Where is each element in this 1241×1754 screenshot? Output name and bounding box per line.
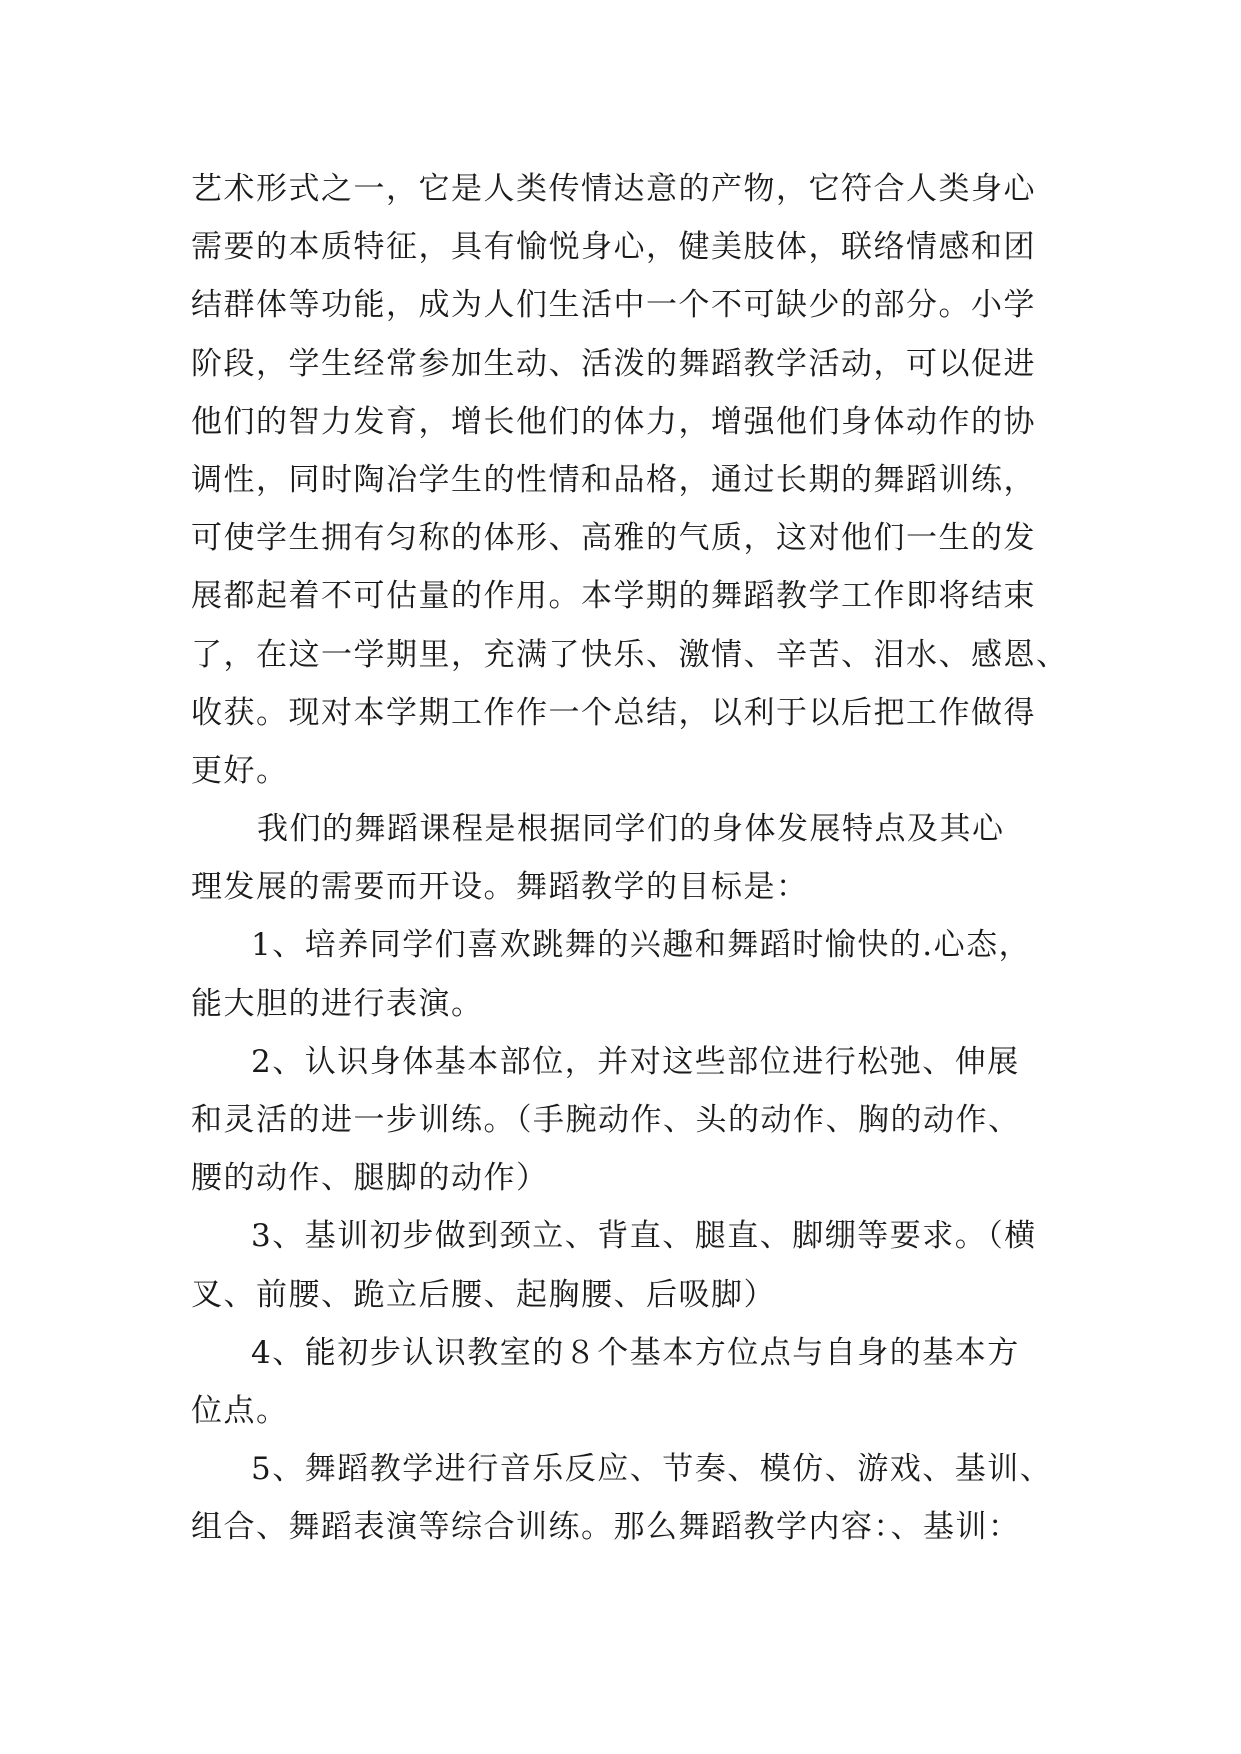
body-line: 调性，同时陶冶学生的性情和品格，通过长期的舞蹈训练，	[191, 461, 1036, 498]
body-line: 他们的智力发育，增长他们的体力，增强他们身体动作的协	[191, 403, 1036, 440]
body-line: 艺术形式之一，它是人类传情达意的产物，它符合人类身心	[191, 171, 1036, 207]
list-item-2-line: 2、认识身体基本部位，并对这些部位进行松弛、伸展	[251, 1043, 1020, 1080]
body-line: 理发展的需要而开设。舞蹈教学的目标是：	[191, 869, 809, 906]
list-item-3-line: 3、基训初步做到颈立、背直、腿直、脚绷等要求。（横	[251, 1218, 1037, 1255]
body-line: 收获。现对本学期工作作一个总结，以利于以后把工作做得	[191, 694, 1036, 731]
body-line: 组合、舞蹈表演等综合训练。那么舞蹈教学内容：、基训：	[191, 1509, 1021, 1546]
body-line: 结群体等功能，成为人们生活中一个不可缺少的部分。小学	[191, 287, 1036, 324]
body-line: 腰的动作、腿脚的动作）	[191, 1160, 549, 1197]
body-line: 展都起着不可估量的作用。本学期的舞蹈教学工作即将结束	[191, 578, 1036, 615]
body-line: 需要的本质特征，具有愉悦身心，健美肢体，联络情感和团	[191, 229, 1036, 266]
body-line: 能大胆的进行表演。	[191, 985, 484, 1022]
paragraph-start-line: 我们的舞蹈课程是根据同学们的身体发展特点及其心	[257, 811, 1005, 848]
body-line: 位点。	[191, 1392, 289, 1429]
body-line: 阶段，学生经常参加生动、活泼的舞蹈教学活动，可以促进	[191, 345, 1036, 382]
list-item-4-line: 4、能初步认识教室的８个基本方位点与自身的基本方	[251, 1334, 1020, 1371]
body-line: 可使学生拥有匀称的体形、高雅的气质，这对他们一生的发	[191, 520, 1036, 557]
body-line: 了，在这一学期里，充满了快乐、激情、辛苦、泪水、感恩、	[191, 636, 1069, 673]
list-item-1-line: 1、培养同学们喜欢跳舞的兴趣和舞蹈时愉快的.心态，	[251, 927, 1032, 964]
body-line: 和灵活的进一步训练。（手腕动作、头的动作、胸的动作、	[191, 1102, 1021, 1138]
list-item-5-line: 5、舞蹈教学进行音乐反应、节奏、模仿、游戏、基训、	[251, 1451, 1053, 1488]
body-line: 更好。	[191, 752, 289, 789]
document-body	[191, 160, 1069, 1557]
body-line: 叉、前腰、跪立后腰、起胸腰、后吸脚）	[191, 1276, 776, 1313]
